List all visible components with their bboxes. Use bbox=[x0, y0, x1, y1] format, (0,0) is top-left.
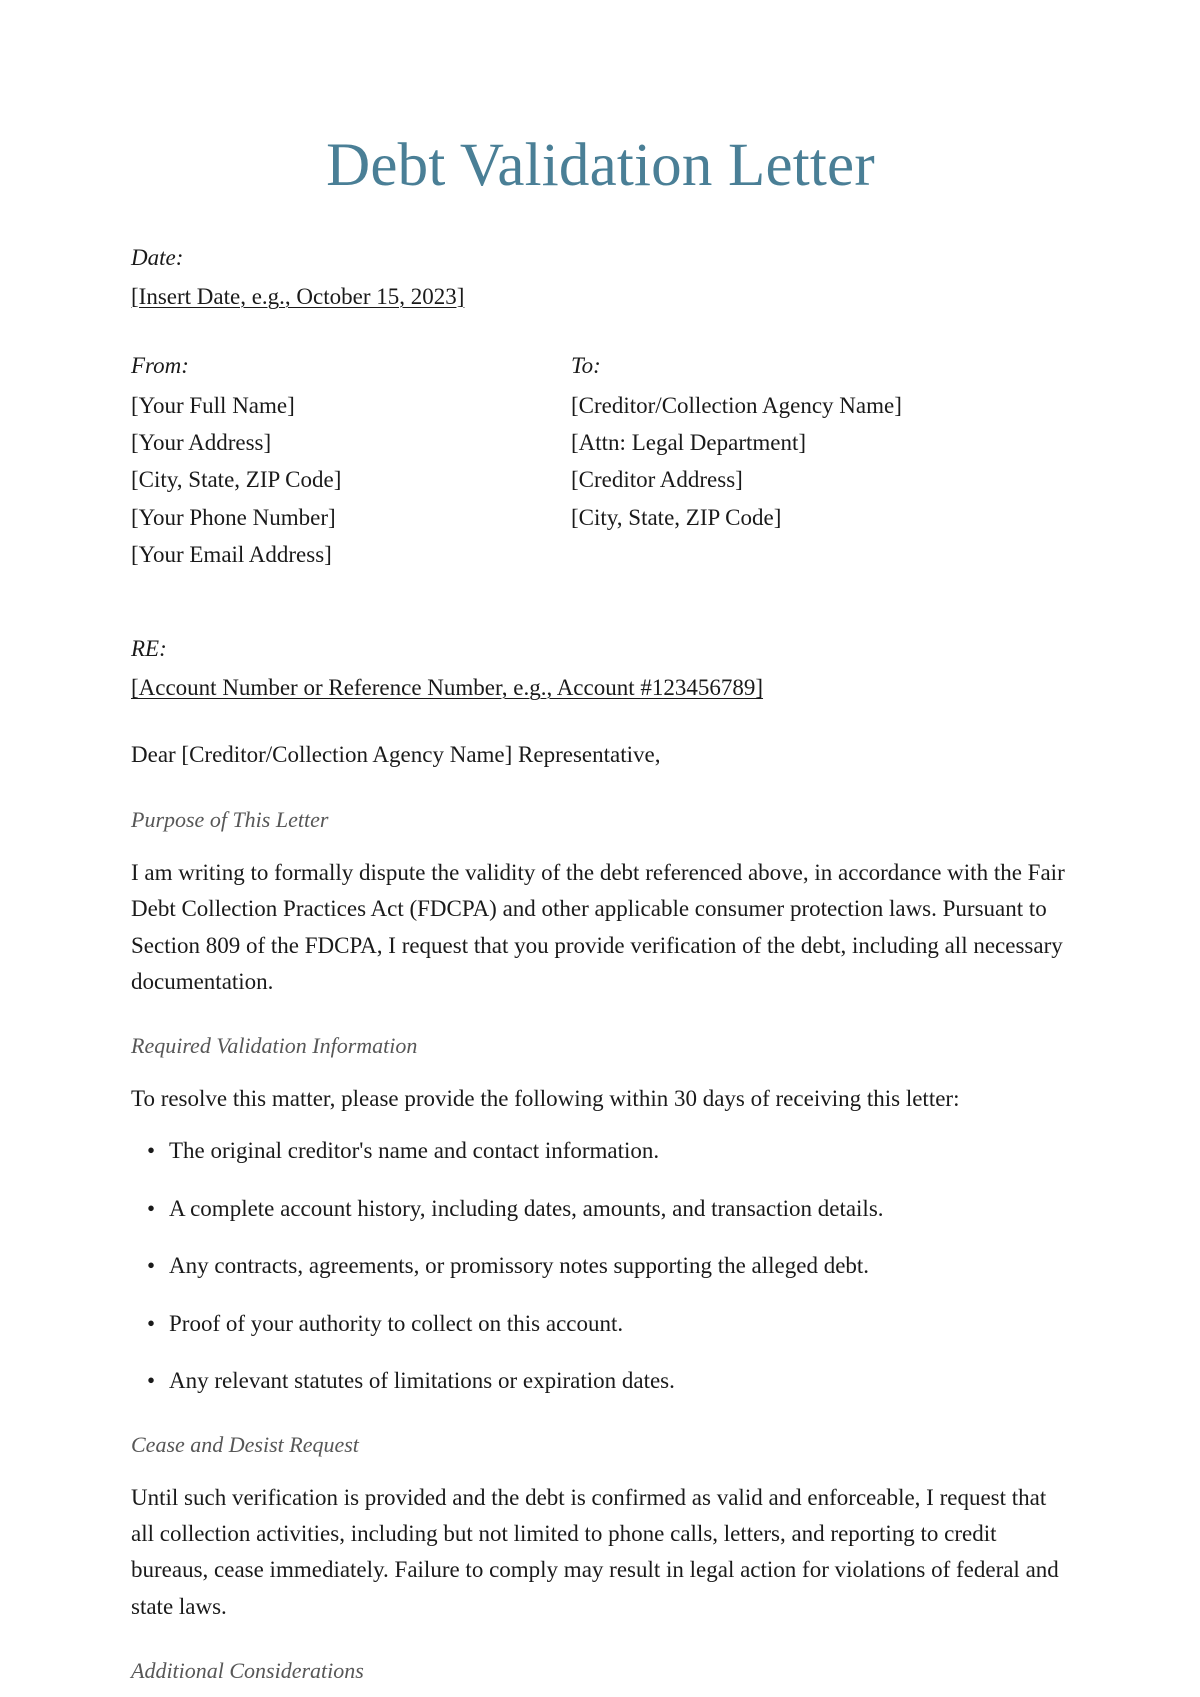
date-label: Date: bbox=[131, 244, 184, 270]
sender-line[interactable]: [Your Email Address] bbox=[131, 541, 332, 567]
reference-label: RE: bbox=[131, 636, 167, 662]
recipient-line[interactable]: [Creditor Address] bbox=[571, 467, 743, 493]
reference-block bbox=[131, 631, 1070, 705]
section-heading-cease-desist: Cease and Desist Request bbox=[131, 1431, 359, 1457]
bullet-icon: • bbox=[147, 1138, 156, 1164]
list-item bbox=[131, 1307, 1070, 1342]
list-item-label: A complete account history, including dates, amounts, and transaction details. bbox=[169, 1195, 884, 1221]
section-paragraph-cease-desist: Until such verification is provided and the debt is confirmed as valid and enforceable, I request that all collection activities, including but not limited to phone calls, letters, and reporting to credit bureaus, cease immediately. Failure to comply may result in legal action for violations of federal and state laws. bbox=[131, 1484, 1059, 1619]
sender-column bbox=[131, 348, 571, 573]
salutation: Dear [Creditor/Collection Agency Name] Representative, bbox=[131, 742, 661, 768]
recipient-line[interactable]: [City, State, ZIP Code] bbox=[571, 504, 782, 530]
recipient-line[interactable]: [Attn: Legal Department] bbox=[571, 430, 807, 456]
recipient-column bbox=[571, 348, 1070, 536]
list-item-label: Any relevant statutes of limitations or expiration dates. bbox=[169, 1368, 675, 1394]
recipient-line[interactable]: [Creditor/Collection Agency Name] bbox=[571, 392, 902, 418]
section-heading-purpose: Purpose of This Letter bbox=[131, 807, 329, 833]
section-heading-additional-considerations: Additional Considerations bbox=[131, 1657, 364, 1683]
section-heading-validation: Required Validation Information bbox=[131, 1033, 418, 1059]
bullet-icon: • bbox=[147, 1368, 156, 1394]
bullet-icon: • bbox=[147, 1310, 156, 1336]
sender-line[interactable]: [Your Full Name] bbox=[131, 392, 295, 418]
list-item bbox=[131, 1134, 1070, 1169]
sender-label: From: bbox=[131, 353, 189, 379]
bullet-icon: • bbox=[147, 1253, 156, 1279]
sender-line[interactable]: [Your Address] bbox=[131, 430, 272, 456]
list-item-label: The original creditor's name and contact information. bbox=[169, 1138, 660, 1164]
sender-line[interactable]: [Your Phone Number] bbox=[131, 504, 336, 530]
date-value[interactable]: [Insert Date, e.g., October 15, 2023] bbox=[131, 283, 465, 309]
list-item-label: Any contracts, agreements, or promissory notes supporting the alleged debt. bbox=[169, 1253, 870, 1279]
list-item bbox=[131, 1192, 1070, 1227]
page-title: Debt Validation Letter bbox=[326, 132, 875, 199]
section-paragraph-validation: To resolve this matter, please provide the following within 30 days of receiving this letter: bbox=[131, 1086, 960, 1112]
section-paragraph-purpose: I am writing to formally dispute the validity of the debt referenced above, in accordance with the Fair Debt Collection Practices Act (FDCPA) and other applicable consumer protection laws. Pursuant to Section 809 of the FDCPA, I request that you provide verification of the debt, including all necessary documentation. bbox=[131, 859, 1065, 994]
bullet-icon: • bbox=[147, 1195, 156, 1221]
validation-requirements-list bbox=[131, 1117, 1070, 1399]
date-block bbox=[131, 240, 1070, 314]
list-item bbox=[131, 1364, 1070, 1399]
list-item-label: Proof of your authority to collect on this account. bbox=[169, 1310, 624, 1336]
reference-value[interactable]: [Account Number or Reference Number, e.g., Account #123456789] bbox=[131, 674, 764, 700]
sender-line[interactable]: [City, State, ZIP Code] bbox=[131, 467, 342, 493]
address-block bbox=[131, 348, 1070, 573]
list-item bbox=[131, 1249, 1070, 1284]
recipient-label: To: bbox=[571, 353, 601, 379]
